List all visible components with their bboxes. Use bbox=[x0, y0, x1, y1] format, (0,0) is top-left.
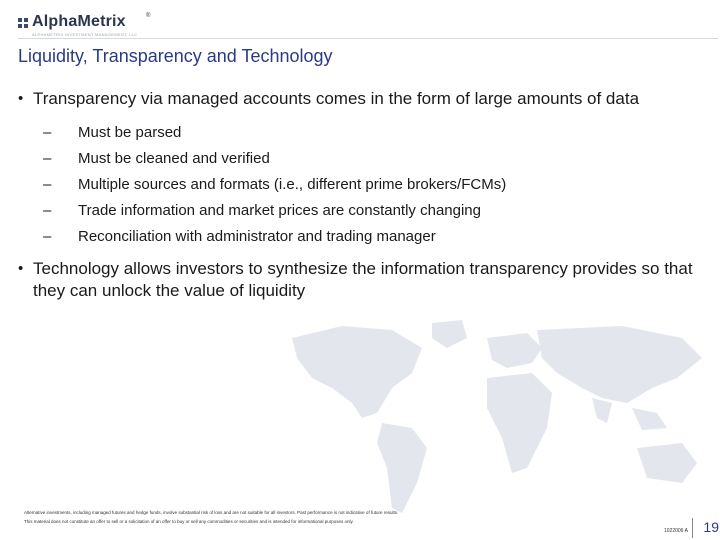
bullet-item bbox=[18, 258, 698, 302]
bullet-text: Technology allows investors to synthesize the information transparency provides so that they can unlock the value of liquidity bbox=[33, 259, 693, 300]
sub-bullet-marker: – bbox=[43, 202, 52, 219]
footer-disclaimer bbox=[24, 508, 624, 526]
header-divider bbox=[18, 38, 718, 39]
sub-bullet-item bbox=[18, 146, 698, 172]
bullet-marker: • bbox=[18, 90, 24, 107]
logo-name: AlphaMetrix bbox=[32, 13, 126, 30]
sub-bullet-item bbox=[18, 172, 698, 198]
sub-bullet-marker: – bbox=[43, 124, 52, 141]
page-number: 19 bbox=[703, 519, 719, 535]
sub-bullet-text: Reconciliation with administrator and trading manager bbox=[78, 228, 436, 245]
sub-bullet-item bbox=[18, 198, 698, 224]
sub-bullet-item bbox=[18, 224, 698, 250]
disclaimer-line: This material does not constitute an offer to sell or a solicitation of an offer to buy or sell any commodities or securities and is intended for informational purposes only. bbox=[24, 519, 354, 524]
world-map-background bbox=[282, 318, 720, 518]
footer-separator bbox=[692, 518, 693, 538]
bullet-list bbox=[18, 88, 698, 302]
document-code: 1022006 A bbox=[664, 528, 688, 534]
bullet-text: Transparency via managed accounts comes in the form of large amounts of data bbox=[33, 89, 640, 108]
logo-grid-icon bbox=[18, 18, 29, 29]
bullet-item bbox=[18, 88, 698, 110]
bullet-marker: • bbox=[18, 260, 24, 277]
logo-registered-mark: ® bbox=[146, 13, 151, 19]
sub-bullet-text: Multiple sources and formats (i.e., different prime brokers/FCMs) bbox=[78, 176, 507, 193]
sub-bullet-list bbox=[18, 120, 698, 250]
slide-title: Liquidity, Transparency and Technology bbox=[18, 46, 333, 66]
sub-bullet-marker: – bbox=[43, 176, 52, 193]
sub-bullet-marker: – bbox=[43, 228, 52, 245]
sub-bullet-item bbox=[18, 120, 698, 146]
sub-bullet-marker: – bbox=[43, 150, 52, 167]
sub-bullet-text: Trade information and market prices are constantly changing bbox=[78, 202, 481, 219]
sub-bullet-text: Must be cleaned and verified bbox=[78, 150, 270, 167]
disclaimer-line: Alternative investments, including managed futures and hedge funds, involve substantial risk of loss and are not suitable for all investors. Past performance is not indicative of future results. bbox=[24, 510, 399, 515]
sub-bullet-text: Must be parsed bbox=[78, 124, 182, 141]
logo-tagline: ALPHAMETRIX INVESTMENT MANAGEMENT, LLC bbox=[32, 32, 138, 37]
